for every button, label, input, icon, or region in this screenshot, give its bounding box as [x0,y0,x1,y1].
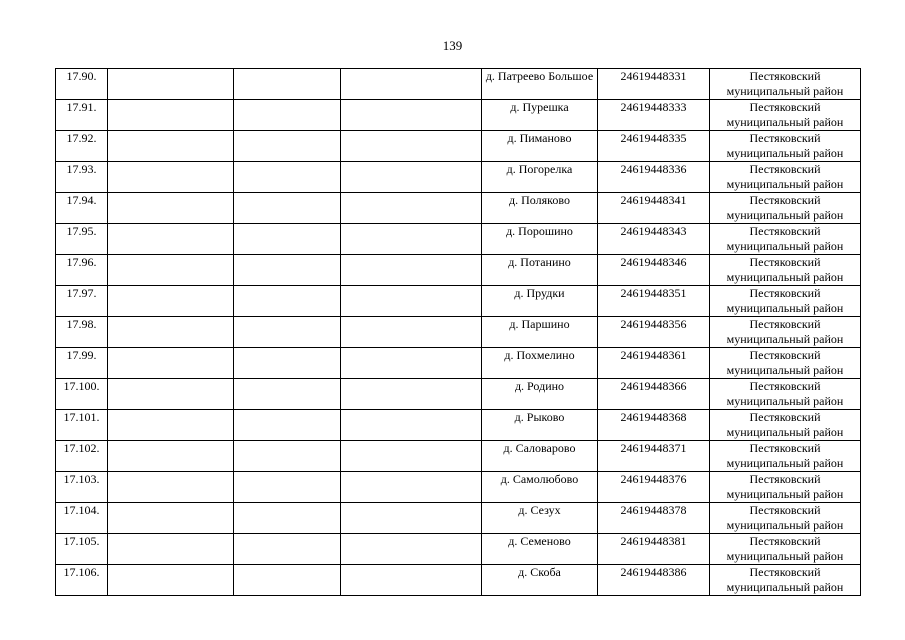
empty-cell [341,286,482,317]
table-row [56,348,861,379]
empty-cell [341,348,482,379]
empty-cell [108,565,234,596]
empty-cell [234,193,341,224]
table-row [56,286,861,317]
district-cell: Пестяковский муниципальный район [710,69,861,100]
empty-cell [108,472,234,503]
empty-cell [234,472,341,503]
empty-cell [234,162,341,193]
row-number-cell: 17.94. [56,193,108,224]
empty-cell [108,441,234,472]
settlement-name-cell: д. Семеново [482,534,598,565]
row-number-cell: 17.102. [56,441,108,472]
table-body [56,69,861,596]
row-number-cell: 17.106. [56,565,108,596]
empty-cell [108,255,234,286]
oktmo-code-cell: 24619448335 [598,131,710,162]
table-row [56,472,861,503]
settlement-name-cell: д. Пиманово [482,131,598,162]
settlement-name-cell: д. Патреево Большое [482,69,598,100]
settlements-table [55,68,861,596]
settlement-name-cell: д. Самолюбово [482,472,598,503]
table-row [56,224,861,255]
row-number-cell: 17.98. [56,317,108,348]
empty-cell [234,224,341,255]
empty-cell [341,100,482,131]
empty-cell [341,379,482,410]
empty-cell [234,317,341,348]
empty-cell [341,534,482,565]
district-cell: Пестяковский муниципальный район [710,565,861,596]
settlement-name-cell: д. Погорелка [482,162,598,193]
oktmo-code-cell: 24619448356 [598,317,710,348]
district-cell: Пестяковский муниципальный район [710,317,861,348]
row-number-cell: 17.97. [56,286,108,317]
row-number-cell: 17.105. [56,534,108,565]
empty-cell [234,69,341,100]
row-number-cell: 17.96. [56,255,108,286]
empty-cell [108,379,234,410]
district-cell: Пестяковский муниципальный район [710,255,861,286]
empty-cell [341,193,482,224]
oktmo-code-cell: 24619448366 [598,379,710,410]
district-cell: Пестяковский муниципальный район [710,441,861,472]
empty-cell [234,379,341,410]
table-row [56,131,861,162]
oktmo-code-cell: 24619448376 [598,472,710,503]
settlement-name-cell: д. Потанино [482,255,598,286]
settlement-name-cell: д. Поляково [482,193,598,224]
empty-cell [108,317,234,348]
row-number-cell: 17.92. [56,131,108,162]
oktmo-code-cell: 24619448386 [598,565,710,596]
empty-cell [108,193,234,224]
table-row [56,503,861,534]
district-cell: Пестяковский муниципальный район [710,472,861,503]
empty-cell [108,410,234,441]
district-cell: Пестяковский муниципальный район [710,286,861,317]
settlement-name-cell: д. Порошино [482,224,598,255]
empty-cell [234,286,341,317]
empty-cell [108,100,234,131]
settlement-name-cell: д. Родино [482,379,598,410]
empty-cell [341,441,482,472]
empty-cell [108,534,234,565]
table-row [56,410,861,441]
empty-cell [108,162,234,193]
oktmo-code-cell: 24619448361 [598,348,710,379]
empty-cell [341,255,482,286]
empty-cell [234,410,341,441]
table-row [56,255,861,286]
table-row [56,565,861,596]
row-number-cell: 17.100. [56,379,108,410]
empty-cell [234,565,341,596]
district-cell: Пестяковский муниципальный район [710,379,861,410]
empty-cell [341,131,482,162]
empty-cell [341,69,482,100]
settlement-name-cell: д. Рыково [482,410,598,441]
empty-cell [108,286,234,317]
empty-cell [108,69,234,100]
row-number-cell: 17.95. [56,224,108,255]
district-cell: Пестяковский муниципальный район [710,131,861,162]
empty-cell [234,534,341,565]
district-cell: Пестяковский муниципальный район [710,100,861,131]
row-number-cell: 17.91. [56,100,108,131]
empty-cell [341,317,482,348]
district-cell: Пестяковский муниципальный район [710,534,861,565]
row-number-cell: 17.103. [56,472,108,503]
settlement-name-cell: д. Пурешка [482,100,598,131]
empty-cell [341,410,482,441]
empty-cell [108,503,234,534]
settlement-name-cell: д. Сезух [482,503,598,534]
oktmo-code-cell: 24619448378 [598,503,710,534]
empty-cell [341,224,482,255]
district-cell: Пестяковский муниципальный район [710,410,861,441]
table-row [56,441,861,472]
empty-cell [341,503,482,534]
table-row [56,317,861,348]
district-cell: Пестяковский муниципальный район [710,503,861,534]
oktmo-code-cell: 24619448381 [598,534,710,565]
oktmo-code-cell: 24619448371 [598,441,710,472]
oktmo-code-cell: 24619448341 [598,193,710,224]
empty-cell [341,472,482,503]
district-cell: Пестяковский муниципальный район [710,348,861,379]
empty-cell [341,565,482,596]
empty-cell [341,162,482,193]
settlement-name-cell: д. Саловарово [482,441,598,472]
oktmo-code-cell: 24619448346 [598,255,710,286]
district-cell: Пестяковский муниципальный район [710,193,861,224]
empty-cell [108,348,234,379]
row-number-cell: 17.93. [56,162,108,193]
district-cell: Пестяковский муниципальный район [710,162,861,193]
settlement-name-cell: д. Похмелино [482,348,598,379]
table-row [56,162,861,193]
empty-cell [108,131,234,162]
settlement-name-cell: д. Скоба [482,565,598,596]
row-number-cell: 17.104. [56,503,108,534]
empty-cell [108,224,234,255]
table-row [56,379,861,410]
empty-cell [234,255,341,286]
table-row [56,69,861,100]
empty-cell [234,100,341,131]
oktmo-code-cell: 24619448336 [598,162,710,193]
table-row [56,534,861,565]
oktmo-code-cell: 24619448331 [598,69,710,100]
row-number-cell: 17.99. [56,348,108,379]
table-row [56,193,861,224]
settlement-name-cell: д. Прудки [482,286,598,317]
district-cell: Пестяковский муниципальный район [710,224,861,255]
empty-cell [234,503,341,534]
table-row [56,100,861,131]
oktmo-code-cell: 24619448368 [598,410,710,441]
page-number: 139 [442,38,463,53]
oktmo-code-cell: 24619448343 [598,224,710,255]
empty-cell [234,131,341,162]
empty-cell [234,348,341,379]
oktmo-code-cell: 24619448333 [598,100,710,131]
row-number-cell: 17.101. [56,410,108,441]
empty-cell [234,441,341,472]
settlement-name-cell: д. Паршино [482,317,598,348]
oktmo-code-cell: 24619448351 [598,286,710,317]
row-number-cell: 17.90. [56,69,108,100]
